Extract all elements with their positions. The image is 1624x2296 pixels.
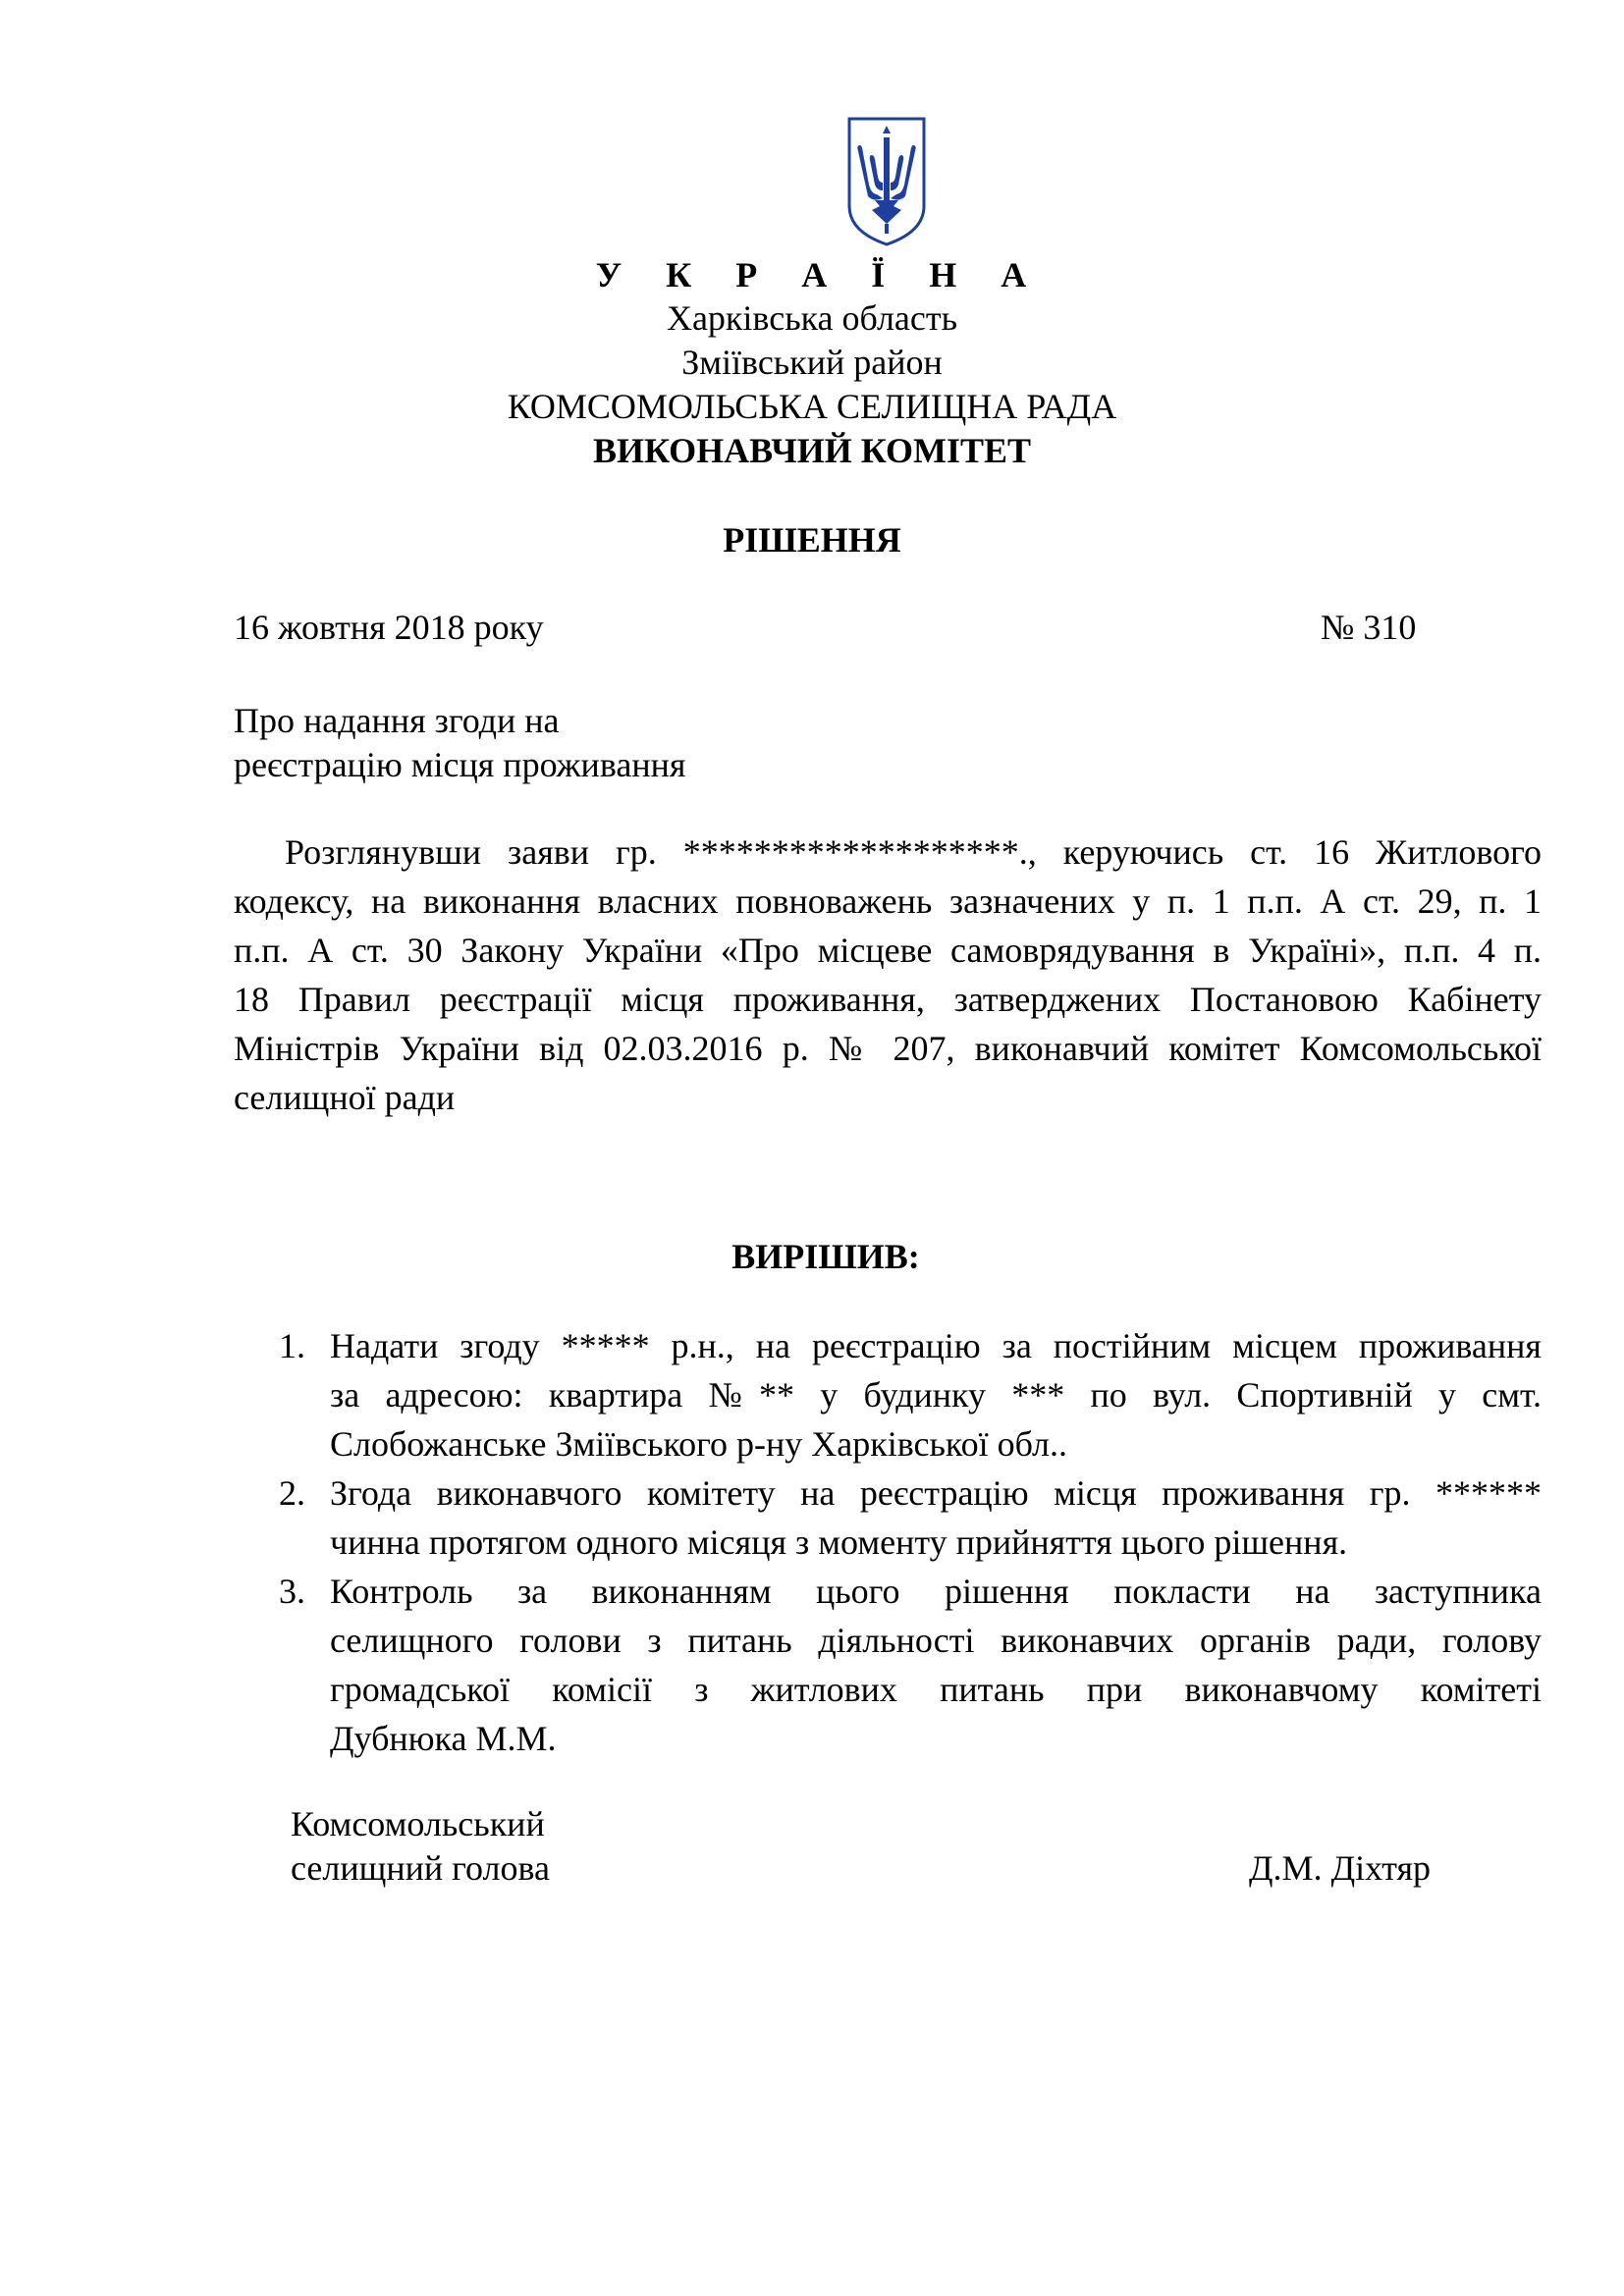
item-line: селищного голови з питань діяльності виконавчих органів ради, голову	[330, 1621, 1542, 1660]
country-heading: У К Р А Ї Н А	[595, 255, 1045, 294]
signatory-name: Д.М. Діхтяр	[1249, 1848, 1432, 1888]
decided-heading: ВИРІШИВ:	[731, 1237, 920, 1276]
decision-item-2	[279, 1468, 1542, 1567]
subject-line-2: реєстрацію місця проживання	[234, 745, 686, 784]
preamble-line: п.п. А ст. 30 Закону України «Про місцеве самоврядування в Україні», п.п. 4 п.	[234, 931, 1542, 970]
preamble-line: Міністрів України від 02.03.2016 р. № 207, виконавчий комітет Комсомольської	[234, 1029, 1542, 1068]
decision-item-1	[279, 1321, 1542, 1468]
item-line: за адресою: квартира №** у будинку *** по вул. Спортивній у смт.	[330, 1375, 1542, 1415]
signature-title-line-2: селищний голова	[291, 1848, 551, 1888]
item-line: Згода виконавчого комітету на реєстрацію місця проживання гр. ******	[330, 1473, 1542, 1513]
council-line: КОМСОМОЛЬСЬКА СЕЛИЩНА РАДА	[507, 387, 1117, 426]
item-line: Контроль за виконанням цього рішення покласти на заступника	[330, 1572, 1542, 1611]
item-line: Надати згоду ***** р.н., на реєстрацію за постійним місцем проживання	[330, 1326, 1542, 1365]
item-line: громадської комісії з житлових питань при виконавчому комітеті	[330, 1670, 1542, 1709]
document-type-heading: РІШЕННЯ	[723, 520, 901, 560]
preamble-line: Розглянувши заяви гр. *******************., керуючись ст. 16 Житлового	[285, 832, 1542, 872]
district-line: Зміївський район	[681, 343, 943, 382]
preamble-line: 18 Правил реєстрації місця проживання, затверджених Постановою Кабінету	[234, 980, 1542, 1019]
preamble-paragraph	[234, 828, 1542, 1122]
item-line: Слобожанське Зміївського р-ну Харківської обл..	[330, 1424, 1067, 1464]
preamble-line: селищної ради	[234, 1078, 456, 1117]
item-line: чинна протягом одного місяця з моменту прийняття цього рішення.	[330, 1522, 1348, 1562]
region-line: Харківська область	[666, 298, 958, 338]
item-number: 3.	[279, 1572, 305, 1611]
item-number: 1.	[279, 1326, 305, 1365]
committee-line: ВИКОНАВЧИЙ КОМІТЕТ	[592, 431, 1032, 470]
signature-title-line-1: Комсомольський	[291, 1804, 545, 1843]
preamble-line: кодексу, на виконання власних повноважень зазначених у п. 1 п.п. А ст. 29, п. 1	[234, 881, 1542, 921]
item-line: Дубнюка М.М.	[330, 1719, 557, 1758]
subject-line-1: Про надання згоди на	[234, 701, 560, 740]
document-date: 16 жовтня 2018 року	[234, 608, 544, 647]
document-number: № 310	[1321, 608, 1417, 647]
item-number: 2.	[279, 1473, 305, 1513]
coat-of-arms-icon	[846, 116, 927, 247]
decision-item-3	[279, 1567, 1542, 1763]
